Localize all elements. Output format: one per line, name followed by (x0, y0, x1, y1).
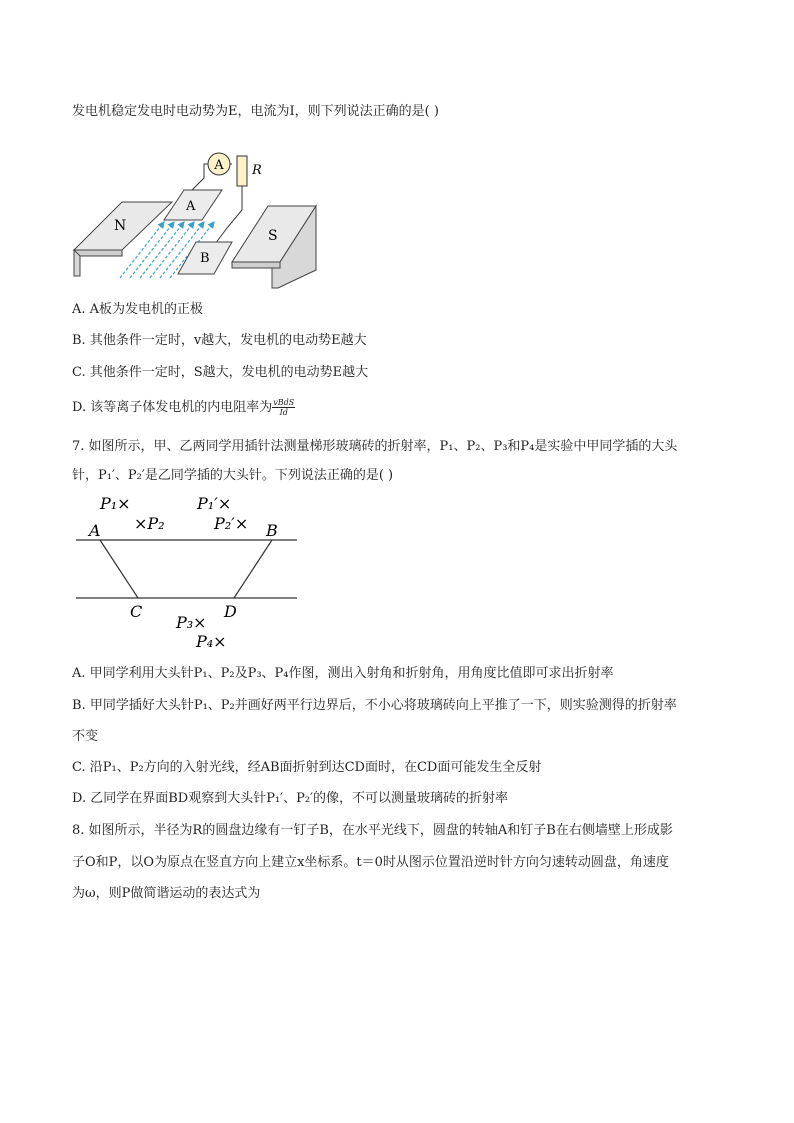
vertex-a: A (89, 521, 101, 540)
q7-option-c: C. 沿P₁、P₂方向的入射光线，经AB面折射到达CD面时，在CD面可能发生全反射 (72, 760, 542, 775)
resistor-label: R (252, 163, 262, 178)
q6-option-d (72, 398, 295, 417)
q6-option-a: A. A板为发电机的正极 (72, 302, 204, 317)
q7-option-b-line1: B. 甲同学插好大头针P₁、P₂并画好两平行边界后，不小心将玻璃砖向上平推了一下，则实验测得的折射率 (72, 698, 677, 713)
q6-option-d-prefix: D. 该等离子体发电机的内电阻率为 (72, 400, 273, 415)
magnet-s-label: S (268, 228, 278, 244)
q6-option-c: C. 其他条件一定时，S越大，发电机的电动势E越大 (72, 365, 369, 380)
plate-a-label: A (186, 199, 196, 214)
q7-option-a: A. 甲同学利用大头针P₁、P₂及P₃、P₄作图，测出入射角和折射角，用角度比值即可求出折射率 (72, 666, 614, 681)
q6-figure (72, 150, 322, 295)
pin-p4: P₄× (196, 632, 227, 651)
pin-p2-prime: P₂′× (214, 514, 249, 533)
vertex-d: D (224, 602, 237, 621)
pin-p2: ×P₂ (134, 514, 165, 533)
resistivity-fraction: $\frac{\text{vBdS}}{Id}$ (273, 398, 295, 417)
q8-stem-line3: 为ω，则P做简谐运动的表达式为 (72, 886, 261, 901)
q7-stem-line1: 7. 如图所示，甲、乙两同学用插针法测量梯形玻璃砖的折射率，P₁、P₂、P₃和P₄是实验中甲同学插的大头 (72, 439, 678, 454)
q7-option-b-line2: 不变 (72, 729, 99, 744)
edge-ac (100, 540, 138, 598)
vertex-c: C (130, 602, 143, 621)
pin-p1-prime: P₁′× (197, 494, 232, 513)
q6-stem: 发电机稳定发电时电动势为E，电流为I，则下列说法正确的是( ) (72, 104, 439, 119)
q8-stem-line1: 8. 如图所示，半径为R的圆盘边缘有一钉子B，在水平光线下，圆盘的转轴A和钉子B在右侧墙壁上形成影 (72, 823, 673, 838)
q6-option-b: B. 其他条件一定时，v越大，发电机的电动势E越大 (72, 333, 367, 348)
pin-p3: P₃× (176, 613, 207, 632)
resistor-icon (237, 156, 247, 186)
q7-figure (72, 490, 302, 652)
edge-bd (234, 540, 272, 598)
q8-stem-line2: 子O和P，以O为原点在竖直方向上建立x坐标系。t＝0时从图示位置沿逆时针方向匀速转动圆盘，角速度 (72, 855, 669, 870)
magnet-n-label: N (114, 218, 127, 234)
plate-b-label: B (200, 251, 210, 266)
pin-p1: P₁× (100, 494, 131, 513)
vertex-b: B (266, 521, 278, 540)
ammeter-label: A (214, 158, 224, 173)
q7-stem-line2: 针，P₁′、P₂′是乙同学插的大头针。下列说法正确的是( ) (72, 468, 394, 483)
q7-option-d: D. 乙同学在界面BD观察到大头针P₁′、P₂′的像，不可以测量玻璃砖的折射率 (72, 791, 509, 806)
